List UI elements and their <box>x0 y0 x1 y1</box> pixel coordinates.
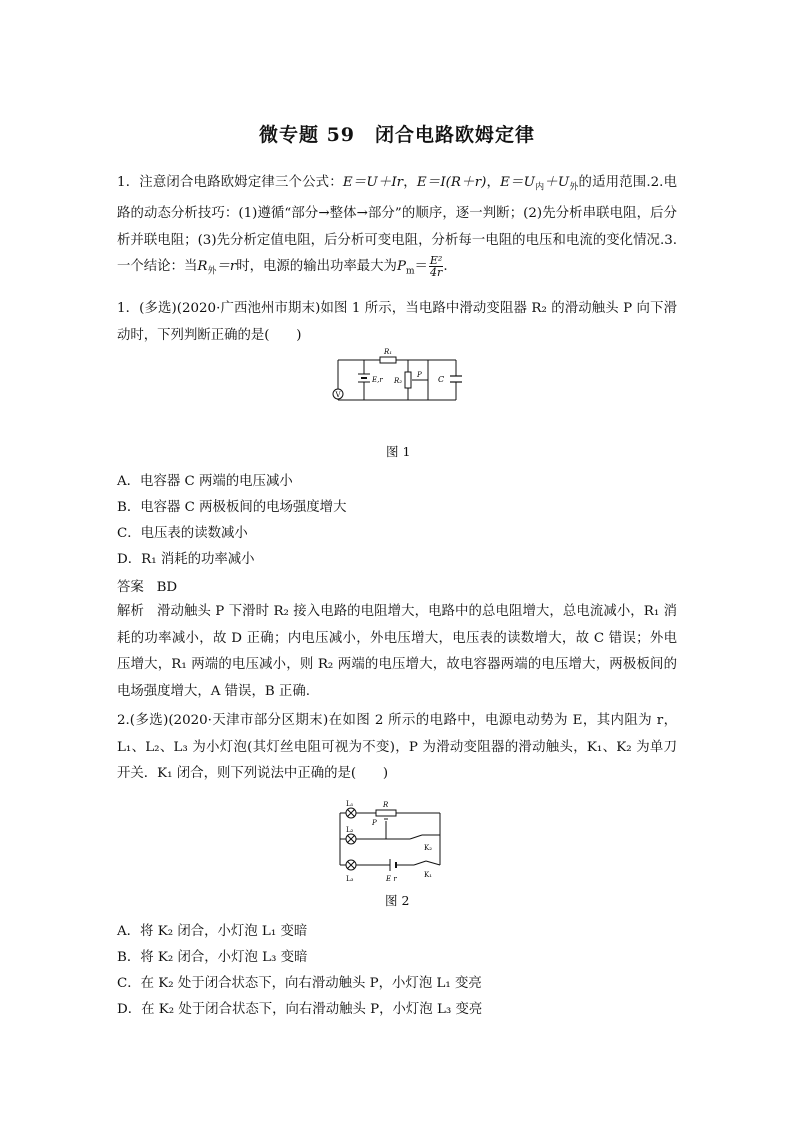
formula-3-sub-2: 外 <box>569 182 579 193</box>
r-external: R <box>197 259 208 275</box>
equals-sign: ＝ <box>414 259 428 275</box>
label-r1: R₁ <box>384 348 393 356</box>
figure-1-circuit <box>328 348 468 410</box>
q1-analysis <box>117 599 677 705</box>
p-max-sub: m <box>405 266 415 277</box>
q1-answer <box>117 576 177 595</box>
question-2-stem: 2.(多选)(2020·天津市部分区期末)在如图 2 所示的电路中，电源电动势为 E，其内阻为 r，L₁、L₂、L₃ 为小灯泡(其灯丝电阻可视为不变)，P 为滑动变阻器的滑动触头，K₁、K₂ 为单刀开关．K₁ 闭合，则下列说法中正确的是( ) <box>117 713 677 781</box>
q2-option-a: A．将 K₂ 闭合，小灯泡 L₁ 变暗 <box>117 924 308 939</box>
lamp-l2-icon <box>346 834 356 844</box>
page-title: 微专题 59 闭合电路欧姆定律 <box>258 124 536 146</box>
formula-3a: E＝U <box>500 175 535 190</box>
label-l1: L₁ <box>346 800 354 808</box>
answer-label: 答案 <box>117 580 144 595</box>
r-equals: ＝r <box>216 259 237 275</box>
voltmeter-label: V <box>335 391 341 399</box>
intro-sep-1: ， <box>403 175 417 190</box>
intro-sep-2: ， <box>486 175 501 190</box>
label-p: P <box>417 371 422 379</box>
label-er: E r <box>386 875 397 883</box>
label-c: C <box>438 375 445 384</box>
p-max: P <box>396 259 406 275</box>
intro-paragraph <box>117 170 677 285</box>
label-l2: L₂ <box>346 826 354 834</box>
fraction-denominator: 4r <box>429 266 443 280</box>
lamp-l1-icon <box>346 808 356 818</box>
figure-1-caption: 图 1 <box>386 444 411 459</box>
answer-value: BD <box>156 580 178 595</box>
q2-option-c: C．在 K₂ 处于闭合状态下，向右滑动触头 P，小灯泡 L₁ 变亮 <box>117 976 482 991</box>
formula-2: E＝I(R＋r) <box>416 175 487 190</box>
figure-2-circuit <box>326 797 454 883</box>
intro-end: . <box>443 259 448 275</box>
figure-2-caption: 图 2 <box>385 893 410 908</box>
q1-option-c: C．电压表的读数减小 <box>117 526 248 541</box>
resistor-r <box>376 810 396 816</box>
resistor-r1 <box>380 357 396 363</box>
power-fraction <box>429 255 443 278</box>
intro-text-tail: 时，电源的输出功率最大为 <box>236 259 397 275</box>
q2-option-b: B．将 K₂ 闭合，小灯泡 L₃ 变暗 <box>117 950 308 965</box>
formula-3b: ＋U <box>544 175 570 190</box>
q1-option-a: A．电容器 C 两端的电压减小 <box>117 474 293 489</box>
label-k1: K₁ <box>424 871 433 879</box>
formula-3-sub-1: 内 <box>534 182 545 193</box>
label-r2: R₂ <box>394 377 403 385</box>
intro-text-pre: 1．注意闭合电路欧姆定律三个公式： <box>117 175 343 190</box>
label-p: P <box>372 819 377 827</box>
analysis-label: 解析 <box>117 604 144 619</box>
switch-k1-blade <box>414 861 426 865</box>
lamp-l3-icon <box>346 860 356 870</box>
formula-1: E＝U＋Ir <box>342 175 404 190</box>
r-external-sub: 外 <box>207 266 217 277</box>
fraction-numerator: E² <box>429 254 443 268</box>
q1-option-b: B．电容器 C 两极板间的电场强度增大 <box>117 500 347 515</box>
question-1-stem: 1．(多选)(2020·广西池州市期末)如图 1 所示，当电路中滑动变阻器 R₂ 的滑动触头 P 向下滑动时，下列判断正确的是( ) <box>117 301 677 343</box>
rheostat-r2 <box>405 372 411 388</box>
label-k2: K₂ <box>424 844 433 852</box>
label-l3: L₃ <box>346 875 354 883</box>
intro-text-post: 的适用范围.2.电路的动态分析技巧：(1)遵循“部分→整体→部分”的顺序，逐一判断；(2)先分析串联电阻，后分析并联电阻；(3)先分析定值电阻，后分析可变电阻，分析每一电阻的电压和电流的变化情况.3.一个结论：当 <box>117 175 677 275</box>
q1-option-d: D．R₁ 消耗的功率减小 <box>117 552 255 567</box>
label-r: R <box>383 801 389 809</box>
label-er: E,r <box>372 376 383 384</box>
analysis-text: 滑动触头 P 下滑时 R₂ 接入电路的电阻增大，电路中的总电阻增大，总电流减小，R₁ 消耗的功率减小，故 D 正确；内电压减小，外电压增大，电压表的读数增大，故 C 错误；外电压增大，R₁ 两端的电压减小，则 R₂ 两端的电压增大，故电容器两端的电压增大，两极板间的电场强度增大，A 错误，B 正确. <box>117 604 677 699</box>
switch-k2-blade <box>410 835 422 839</box>
q2-option-d: D．在 K₂ 处于闭合状态下，向右滑动触头 P，小灯泡 L₃ 变亮 <box>117 1002 483 1017</box>
